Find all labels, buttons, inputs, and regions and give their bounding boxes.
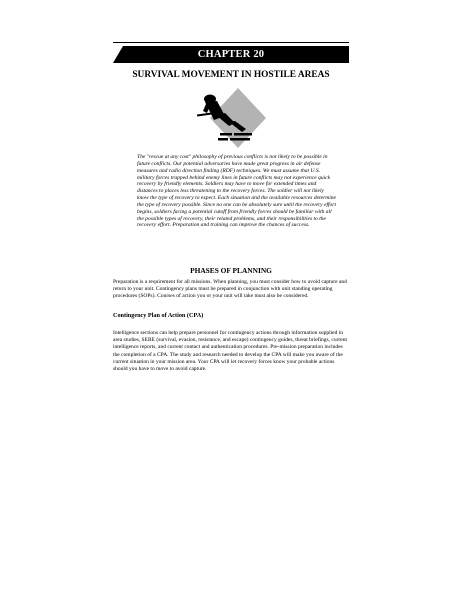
intro-paragraph: The "rescue at any cost" philosophy of previous conflicts is not likely to be possible in future conflicts. Our potential adversaries have made great progress in air defense measures and radio direction finding (RDF) techniques. We must assume that U.S. military forces trapped behind enemy lines in future conflicts may not experience quick recovery by friendly elements. Soldiers may have to move for extended times and distances to places less threatening to the recovery forces. The soldier will not likely know the type of recovery to expect. Each situation and the available resources determine the type of recovery possible. Since no one can be absolutely sure until the recovery effort begins, soldiers facing a potential cutoff from friendly forces should be familiar with all the possible types of recovery, their related problems, and their responsibilities to the recovery effort. Preparation and training can improve the chances of success.	[137, 154, 337, 229]
chapter-banner	[113, 46, 349, 63]
paragraph-text: Intelligence sections can help prepare personnel for contingency actions through information supplied in area studies, SERE (survival, evasion, resistance, and escape) contingency guides, threat briefings, current intelligence reports, and current contact and authentication procedures. Pre-mission preparation includes the completion of a CPA. The study and research needed to develop the CPA will make you aware of the current situation in your mission area. Your CPA will let recovery forces know your probable actions should you have to move to avoid capture.	[113, 330, 347, 373]
chapter-title: SURVIVAL MOVEMENT IN HOSTILE AREAS	[132, 70, 330, 80]
top-rule	[113, 42, 349, 43]
chapter-introduction	[137, 154, 337, 229]
body-paragraph	[113, 330, 349, 373]
chapter-label: CHAPTER 20	[197, 49, 265, 60]
paragraph-text: Preparation is a requirement for all missions. When planning, you must consider how to avoid capture and return to your unit. Contingency plans must be prepared in conjunction with unit standing operating procedures (SOPs). Courses of action you or your unit will take must also be considered.	[113, 279, 347, 300]
section-heading-phases-of-planning: PHASES OF PLANNING	[190, 266, 272, 275]
crawling-soldier-diamond-emblem	[194, 85, 268, 151]
subheading-contingency-plan: Contingency Plan of Action (CPA)	[113, 312, 204, 319]
body-paragraph	[113, 279, 349, 301]
